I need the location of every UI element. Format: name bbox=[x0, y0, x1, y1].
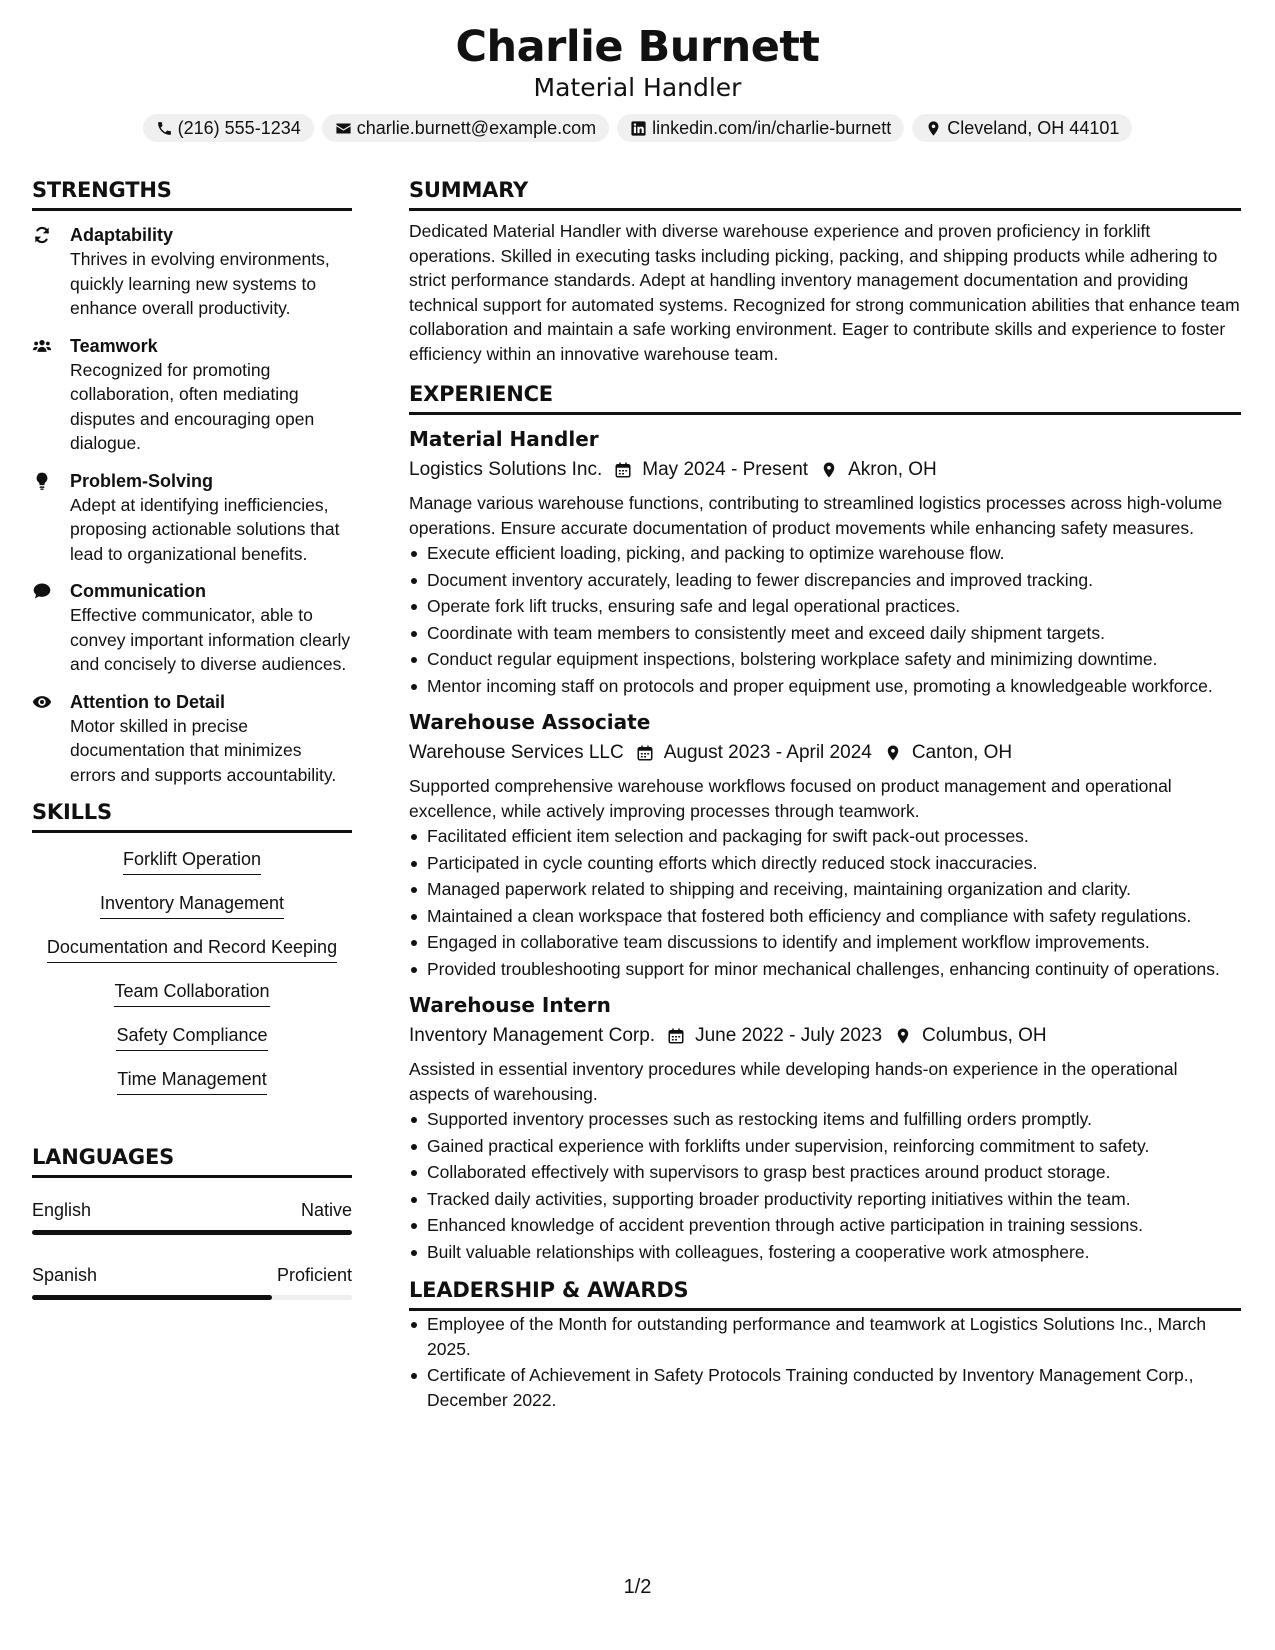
strength-desc: Motor skilled in precise documentation that minimizes errors and supports accountability. bbox=[70, 715, 337, 785]
skill-item: Forklift Operation bbox=[123, 847, 261, 875]
leadership-heading: LEADERSHIP & AWARDS bbox=[409, 1278, 1241, 1311]
envelope-icon bbox=[335, 120, 352, 137]
candidate-title: Material Handler bbox=[533, 73, 742, 102]
job-description: Assisted in essential inventory procedures while developing hands-on experience in the operational aspects of warehousing. bbox=[409, 1059, 1178, 1104]
strength-item bbox=[32, 223, 352, 321]
job-bullet: Operate fork lift trucks, ensuring safe and legal operational practices. bbox=[409, 594, 1241, 619]
job-meta bbox=[409, 1022, 1241, 1050]
job-bullets bbox=[409, 1107, 1241, 1264]
strengths-list bbox=[32, 223, 352, 787]
awards-list bbox=[409, 1312, 1241, 1412]
contact-phone-text: (216) 555-1234 bbox=[177, 117, 301, 138]
language-level: Proficient bbox=[276, 1265, 352, 1285]
job-location: Canton, OH bbox=[911, 742, 1013, 763]
job-entry bbox=[409, 991, 1241, 1264]
contact-email-text: charlie.burnett@example.com bbox=[356, 117, 597, 138]
job-bullet: Document inventory accurately, leading to fewer discrepancies and improved tracking. bbox=[409, 568, 1241, 593]
job-bullet: Built valuable relationships with colleagues, fostering a cooperative work atmosphere. bbox=[409, 1240, 1241, 1265]
job-bullet: Managed paperwork related to shipping and receiving, maintaining organization and clarity. bbox=[409, 877, 1241, 902]
job-bullet: Tracked daily activities, supporting broader productivity reporting initiatives within the team. bbox=[409, 1187, 1241, 1212]
right-column bbox=[409, 178, 1241, 1414]
award-item: Employee of the Month for outstanding performance and teamwork at Logistics Solutions Inc., March 2025. bbox=[409, 1312, 1241, 1361]
contact-linkedin[interactable] bbox=[617, 114, 904, 142]
language-item bbox=[32, 1263, 352, 1300]
language-name: Spanish bbox=[32, 1265, 98, 1285]
page-number: 1/2 bbox=[623, 1576, 652, 1598]
job-company: Logistics Solutions Inc. bbox=[409, 459, 603, 480]
job-description: Manage various warehouse functions, contributing to streamlined logistics processes across high-volume operations. Ensure accurate documentation of product movements while enhancing safety measures. bbox=[409, 493, 1223, 538]
job-bullet: Conduct regular equipment inspections, bolstering workplace safety and minimizing downtime. bbox=[409, 647, 1241, 672]
job-bullet: Provided troubleshooting support for minor mechanical challenges, enhancing continuity of operations. bbox=[409, 957, 1241, 982]
job-bullet: Mentor incoming staff on protocols and proper equipment use, promoting a knowledgeable workforce. bbox=[409, 674, 1241, 699]
strength-desc: Thrives in evolving environments, quickly learning new systems to enhance overall productivity. bbox=[70, 249, 330, 318]
speech-bubble-icon bbox=[32, 581, 52, 601]
strength-item bbox=[32, 579, 352, 677]
job-bullet: Enhanced knowledge of accident prevention through active participation in training sessions. bbox=[409, 1213, 1241, 1238]
job-location: Columbus, OH bbox=[922, 1025, 1047, 1046]
job-company: Warehouse Services LLC bbox=[409, 742, 624, 763]
languages-heading: LANGUAGES bbox=[32, 1145, 352, 1178]
location-pin-icon bbox=[894, 1027, 912, 1045]
eye-icon bbox=[32, 692, 52, 712]
language-item bbox=[32, 1198, 352, 1235]
job-title: Material Handler bbox=[409, 427, 599, 451]
job-entry bbox=[409, 708, 1241, 981]
strength-name: Problem-Solving bbox=[70, 470, 214, 491]
location-pin-icon bbox=[925, 120, 942, 137]
skills-list bbox=[32, 847, 352, 1111]
language-proficiency-fill bbox=[32, 1230, 352, 1235]
job-bullet: Collaborated effectively with supervisors to grasp best practices around product storage. bbox=[409, 1160, 1241, 1185]
strength-name: Teamwork bbox=[70, 335, 158, 356]
job-bullets bbox=[409, 824, 1241, 981]
job-entry bbox=[409, 425, 1241, 698]
calendar-icon bbox=[667, 1027, 685, 1045]
contact-location[interactable] bbox=[912, 114, 1132, 142]
strength-item bbox=[32, 469, 352, 567]
job-bullet: Facilitated efficient item selection and packaging for swift pack-out processes. bbox=[409, 824, 1241, 849]
strengths-heading: STRENGTHS bbox=[32, 178, 352, 211]
candidate-name: Charlie Burnett bbox=[455, 22, 820, 72]
job-dates: August 2023 - April 2024 bbox=[663, 742, 872, 763]
job-title: Warehouse Associate bbox=[409, 710, 651, 734]
calendar-icon bbox=[636, 744, 654, 762]
language-name: English bbox=[32, 1200, 92, 1220]
summary-heading: SUMMARY bbox=[409, 178, 1241, 211]
lightbulb-icon bbox=[32, 471, 52, 491]
location-pin-icon bbox=[820, 461, 838, 479]
skill-item: Safety Compliance bbox=[116, 1023, 267, 1051]
job-meta bbox=[409, 739, 1241, 767]
experience-list bbox=[409, 425, 1241, 1264]
job-bullets bbox=[409, 541, 1241, 698]
strength-desc: Effective communicator, able to convey important information clearly and concisely to diverse audiences. bbox=[70, 605, 351, 674]
job-bullet: Execute efficient loading, picking, and packing to optimize warehouse flow. bbox=[409, 541, 1241, 566]
language-proficiency-bar bbox=[32, 1230, 352, 1235]
skill-item: Inventory Management bbox=[100, 891, 284, 919]
strength-name: Attention to Detail bbox=[70, 691, 225, 712]
experience-heading: EXPERIENCE bbox=[409, 382, 1241, 415]
job-bullet: Maintained a clean workspace that fostered both efficiency and compliance with safety regulations. bbox=[409, 904, 1241, 929]
contact-bar bbox=[0, 114, 1275, 142]
skill-item: Documentation and Record Keeping bbox=[47, 935, 337, 963]
job-bullet: Gained practical experience with forklifts under supervision, reinforcing commitment to safety. bbox=[409, 1134, 1241, 1159]
language-proficiency-fill bbox=[32, 1295, 272, 1300]
job-bullet: Engaged in collaborative team discussions to identify and implement workflow improvements. bbox=[409, 930, 1241, 955]
strength-desc: Recognized for promoting collaboration, often mediating disputes and encouraging open dialogue. bbox=[70, 359, 315, 453]
strength-item bbox=[32, 690, 352, 788]
left-column bbox=[32, 178, 352, 1300]
strength-item bbox=[32, 334, 352, 456]
language-proficiency-bar bbox=[32, 1295, 352, 1300]
calendar-icon bbox=[614, 461, 632, 479]
strength-name: Communication bbox=[70, 581, 207, 601]
contact-email[interactable] bbox=[322, 114, 609, 142]
job-bullet: Participated in cycle counting efforts which directly reduced stock inaccuracies. bbox=[409, 851, 1241, 876]
contact-location-text: Cleveland, OH 44101 bbox=[947, 117, 1120, 138]
skills-heading: SKILLS bbox=[32, 800, 352, 833]
award-item: Certificate of Achievement in Safety Protocols Training conducted by Inventory Management Corp., December 2022. bbox=[409, 1363, 1241, 1412]
location-pin-icon bbox=[884, 744, 902, 762]
skill-item: Time Management bbox=[117, 1067, 266, 1095]
job-meta bbox=[409, 456, 1241, 484]
skill-item: Team Collaboration bbox=[114, 979, 269, 1007]
contact-linkedin-text: linkedin.com/in/charlie-burnett bbox=[652, 117, 892, 138]
job-bullet: Coordinate with team members to consistently meet and exceed daily shipment targets. bbox=[409, 621, 1241, 646]
strength-name: Adaptability bbox=[70, 225, 174, 245]
contact-phone[interactable] bbox=[143, 114, 314, 142]
linkedin-icon bbox=[630, 120, 647, 137]
job-description: Supported comprehensive warehouse workflows focused on product management and operational excellence, while actively improving processes through teamwork. bbox=[409, 776, 1172, 821]
job-location: Akron, OH bbox=[848, 459, 937, 480]
language-level: Native bbox=[300, 1200, 352, 1220]
job-company: Inventory Management Corp. bbox=[409, 1025, 656, 1046]
users-icon bbox=[32, 336, 52, 356]
sync-arrows-icon bbox=[32, 225, 52, 245]
job-dates: June 2022 - July 2023 bbox=[695, 1025, 883, 1046]
phone-icon bbox=[156, 120, 173, 137]
job-dates: May 2024 - Present bbox=[642, 459, 809, 480]
job-title: Warehouse Intern bbox=[409, 993, 611, 1017]
strength-desc: Adept at identifying inefficiencies, proposing actionable solutions that lead to organizational benefits. bbox=[70, 494, 340, 564]
job-bullet: Supported inventory processes such as restocking items and fulfilling orders promptly. bbox=[409, 1107, 1241, 1132]
summary-text: Dedicated Material Handler with diverse warehouse experience and proven proficiency in forklift operations. Skilled in executing tasks including picking, packing, and shipping products while adhering to strict performance standards. Adept at handling inventory management documentation and providing technical support for automated systems. Recognized for strong communication abilities that enhance team collaboration and maintain a safe working environment. Eager to contribute skills and experience to foster efficiency within an innovative warehouse team. bbox=[409, 221, 1240, 364]
